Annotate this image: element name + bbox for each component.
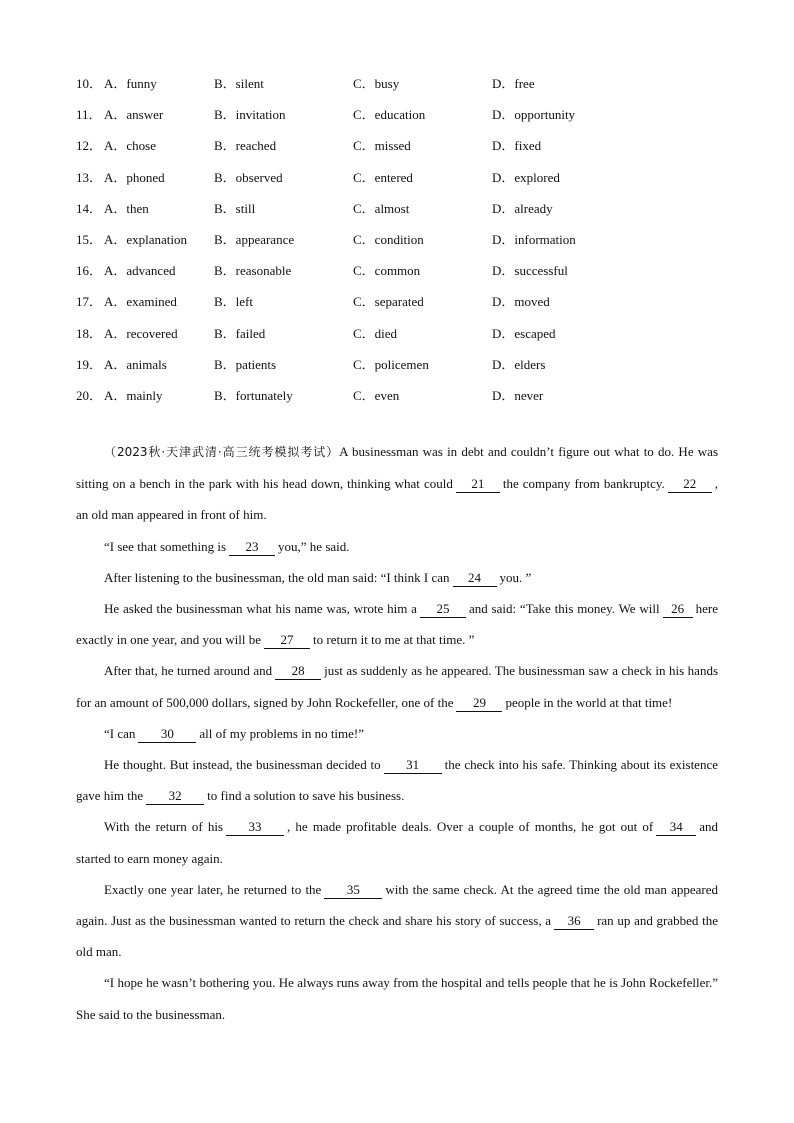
- blank-22: 22: [668, 476, 712, 493]
- question-number: 12．: [76, 138, 103, 154]
- question-number: 13．: [76, 169, 103, 185]
- paragraph-1: （2023秋·天津武清·高三统考模拟考试）A businessman was in debt and couldn’t figure out what to do. He was sitting on a bench in the park with his head down, thinking what could 21 the company from bankruptcy. 22 , an old man appeared in front of him.: [76, 444, 719, 523]
- question-number: 19．: [76, 356, 103, 372]
- blank-33: 33: [226, 819, 284, 836]
- option-row-13: [76, 161, 736, 192]
- option-b: B．appearance: [214, 232, 295, 248]
- question-number: 16．: [76, 263, 103, 279]
- option-row-17: [76, 285, 736, 316]
- option-row-10: [76, 67, 736, 98]
- question-number: 17．: [76, 294, 103, 310]
- option-b: B．invitation: [214, 107, 286, 123]
- paragraph-2: “I see that something is 23 you,” he said.: [104, 538, 350, 554]
- option-b: B．still: [214, 200, 256, 216]
- options-list: [76, 67, 736, 410]
- paragraph-3: After listening to the businessman, the old man said: “I think I can 24 you. ”: [104, 569, 532, 585]
- option-b: B．reasonable: [214, 263, 292, 279]
- option-row-19: [76, 348, 736, 379]
- option-c: C．busy: [353, 76, 400, 92]
- option-a: A．phoned: [104, 169, 165, 185]
- option-b: B．fortunately: [214, 387, 293, 403]
- option-d: D．fixed: [492, 138, 542, 154]
- option-b: B．observed: [214, 169, 283, 185]
- option-c: C．died: [353, 325, 398, 341]
- option-a: A．mainly: [104, 387, 163, 403]
- blank-27: 27: [264, 632, 310, 649]
- option-c: C．policemen: [353, 356, 429, 372]
- blank-21: 21: [456, 476, 500, 493]
- option-a: A．then: [104, 200, 149, 216]
- blank-30: 30: [138, 726, 196, 743]
- option-d: D．moved: [492, 294, 550, 310]
- option-a: A．animals: [104, 356, 167, 372]
- paragraph-6: “I can 30 all of my problems in no time!”: [104, 725, 365, 741]
- option-d: D．information: [492, 232, 576, 248]
- option-c: C．condition: [353, 232, 424, 248]
- option-row-16: [76, 254, 736, 285]
- option-b: B．reached: [214, 138, 277, 154]
- option-d: D．never: [492, 387, 544, 403]
- option-a: A．answer: [104, 107, 164, 123]
- option-c: C．education: [353, 107, 426, 123]
- option-d: D．elders: [492, 356, 546, 372]
- option-row-18: [76, 317, 736, 348]
- option-d: D．already: [492, 200, 553, 216]
- option-row-14: [76, 192, 736, 223]
- option-d: D．explored: [492, 169, 560, 185]
- option-a: A．examined: [104, 294, 177, 310]
- blank-23: 23: [229, 539, 275, 556]
- blank-34: 34: [656, 819, 696, 836]
- paragraph-4: He asked the businessman what his name was, wrote him a 25 and said: “Take this money. We will 26 here exactly in one year, and you will be 27 to return it to me at that time. ”: [76, 601, 719, 648]
- option-d: D．successful: [492, 263, 568, 279]
- question-number: 14．: [76, 200, 103, 216]
- paragraph-5: After that, he turned around and 28 just as suddenly as he appeared. The businessman saw a check in his hands for an amount of 500,000 dollars, signed by John Rockefeller, one of the 29 people in the world at that time!: [76, 663, 718, 710]
- option-a: A．recovered: [104, 325, 178, 341]
- blank-29: 29: [456, 695, 502, 712]
- option-row-11: [76, 98, 736, 129]
- blank-28: 28: [275, 663, 321, 680]
- question-number: 10．: [76, 76, 103, 92]
- paragraph-10: “I hope he wasn’t bothering you. He always runs away from the hospital and tells people that he is John Rockefeller.” She said to the businessman.: [76, 975, 718, 1022]
- option-c: C．almost: [353, 200, 410, 216]
- blank-32: 32: [146, 788, 204, 805]
- option-b: B．failed: [214, 325, 266, 341]
- option-c: C．entered: [353, 169, 413, 185]
- blank-26: 26: [663, 601, 693, 618]
- option-a: A．chose: [104, 138, 156, 154]
- option-row-20: [76, 379, 736, 410]
- option-c: C．even: [353, 387, 400, 403]
- option-c: C．missed: [353, 138, 411, 154]
- blank-36: 36: [554, 913, 594, 930]
- option-d: D．escaped: [492, 325, 556, 341]
- paragraph-9: Exactly one year later, he returned to the 35 with the same check. At the agreed time the old man appeared again. Just as the businessman wanted to return the check and share his story of success, a 36 ran up and grabbed the old man.: [76, 881, 718, 960]
- option-a: A．advanced: [104, 263, 176, 279]
- blank-25: 25: [420, 601, 466, 618]
- paragraph-8: With the return of his 33 , he made profitable deals. Over a couple of months, he got out of 34 and started to earn money again.: [76, 819, 718, 866]
- option-a: A．explanation: [104, 232, 188, 248]
- option-a: A．funny: [104, 76, 157, 92]
- cloze-passage: [76, 436, 718, 1030]
- option-b: B．patients: [214, 356, 277, 372]
- option-c: C．common: [353, 263, 421, 279]
- option-row-15: [76, 223, 736, 254]
- blank-24: 24: [453, 570, 497, 587]
- blank-35: 35: [324, 882, 382, 899]
- question-number: 11．: [76, 107, 102, 123]
- question-number: 20．: [76, 387, 103, 403]
- option-b: B．silent: [214, 76, 264, 92]
- question-number: 18．: [76, 325, 103, 341]
- option-c: C．separated: [353, 294, 424, 310]
- option-b: B．left: [214, 294, 253, 310]
- option-d: D．opportunity: [492, 107, 576, 123]
- question-number: 15．: [76, 232, 103, 248]
- blank-31: 31: [384, 757, 442, 774]
- source-label: （2023秋·天津武清·高三统考模拟考试）: [104, 445, 340, 459]
- option-row-12: [76, 129, 736, 160]
- paragraph-7: He thought. But instead, the businessman decided to 31 the check into his safe. Thinking about its existence gave him the 32 to find a solution to save his business.: [76, 757, 718, 804]
- option-d: D．free: [492, 76, 535, 92]
